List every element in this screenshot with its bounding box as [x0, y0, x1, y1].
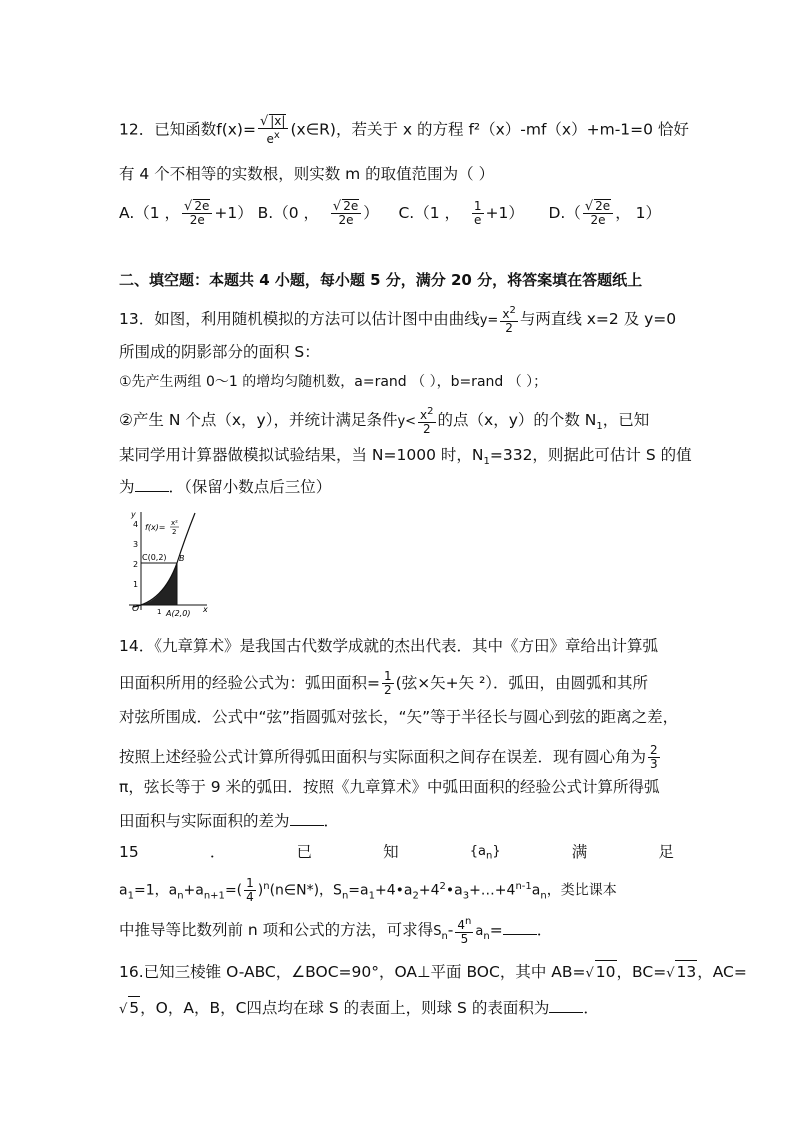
q12-line1 — [119, 114, 689, 146]
q12-line2: 有 4 个不相等的实数根，则实数 m 的取值范围为（ ） — [119, 165, 495, 183]
q13-graph — [119, 508, 211, 618]
q15-d: =( — [224, 882, 243, 899]
q15-line2: $a_1=1$，$a_n+a_{n+1}=$( $\frac{1}{4}$ )$^n$(n∈N*)，$S_n=a_1+4•a_2+4^2•a_3+\dots+4^{n-1}a_n$，类比课本 — [119, 876, 617, 905]
q15-w4: 知 — [383, 843, 399, 861]
q13-line3: ①先产生两组 0～1 的增均匀随机数，a=rand （ ），b=rand （ ）； — [119, 374, 548, 390]
opt-d-sqrt: 2e — [595, 199, 611, 213]
tick-y-2: 2 — [133, 560, 139, 569]
q16-r10: 10 — [595, 960, 617, 983]
q14-angle-num: 2 — [650, 743, 658, 757]
q13-n1-sub: 1 — [596, 421, 603, 433]
q13-line5 — [119, 444, 692, 473]
q14-angle-den: 3 — [650, 757, 658, 771]
q15-b: =1，a — [133, 882, 178, 899]
q15-minus: - — [447, 921, 454, 939]
q12-function-fraction: $\frac{√ |x|}{e^x}$ — [258, 114, 288, 146]
q15-an: a — [475, 924, 484, 939]
q15-h: +4•a — [374, 882, 413, 899]
q14-half-den: 2 — [384, 683, 392, 697]
q13-n1-sub-2: 1 — [483, 456, 490, 468]
o-label: O — [132, 604, 140, 614]
q14-half-num: 1 — [384, 669, 392, 683]
b-label: B — [179, 554, 185, 563]
opt-b-end: ） — [363, 203, 379, 222]
tick-y-3: 3 — [133, 540, 139, 549]
q15-f: (n∈N*)，S — [269, 882, 342, 899]
q14-line4 — [119, 744, 679, 771]
answer-blank[interactable] — [135, 477, 169, 492]
q15-end: ． — [536, 921, 553, 939]
q16-line1: 16.已知三棱锥 O-ABC，∠BOC=90°，OA⊥平面 BOC，其中 AB=√ 10，BC=√ 13，AC= — [119, 960, 679, 985]
q13-line1 — [119, 304, 679, 335]
func-num: x² — [171, 519, 178, 527]
q13-y-eq: y= — [479, 313, 499, 328]
opt-a-fraction: $\frac{√ 2e}{2e}$ — [182, 199, 212, 227]
q16-text1b: ，BC= — [616, 963, 667, 981]
q15-q-den: 4 — [246, 890, 254, 905]
q15-w6: 满 — [571, 843, 588, 861]
q14-line6 — [119, 810, 679, 832]
opt-b-fraction: $\frac{√ 2e}{2e}$ — [331, 199, 361, 227]
func-label: f(x)= — [145, 523, 166, 532]
q15-q-num: 1 — [246, 876, 254, 891]
q13-text5: 某同学用计算器做模拟试验结果，当 N=1000 时，N — [119, 446, 484, 464]
q14-text6a: 田面积与实际面积的差为 — [119, 812, 290, 830]
q15-seq-n: n — [486, 850, 493, 862]
q15-eq: = — [489, 921, 503, 939]
q12-option-b[interactable] — [257, 199, 379, 227]
answer-blank[interactable] — [290, 811, 324, 826]
q14-angle-fraction — [648, 744, 660, 771]
q15-seq-a: {a — [469, 844, 487, 859]
opt-d-end: ， 1） — [615, 203, 661, 222]
q13-text6b: ．（保留小数点后三位） — [168, 478, 332, 496]
q13-line6 — [119, 476, 679, 498]
q13-text4c: ，已知 — [602, 411, 650, 429]
q14-line1: 14．《九章算术》是我国古代数学成就的杰出代表．其中《方田》章给出计算弧 — [119, 637, 658, 655]
x-label: x — [203, 605, 208, 614]
y-label: y — [131, 510, 136, 519]
opt-c-label: C.（1 ， — [398, 203, 460, 222]
opt-d-fraction: $\frac{√ 2e}{2e}$ — [583, 199, 613, 227]
q14-line3: 对弦所围成．公式中“弦”指圆弧对弦长，“矢”等于半径长与圆心到弦的距离之差， — [119, 708, 679, 726]
q15-5: 5 — [460, 932, 469, 946]
q15-text3a: 中推导等比数列前 n 项和公式的方法，可求得 — [119, 921, 434, 939]
opt-a-label: A.（1 ， — [119, 203, 181, 222]
q13-text6a: 为 — [119, 478, 135, 496]
q13-y-lt: y< — [397, 414, 417, 429]
q16-r5: 5 — [128, 996, 140, 1019]
q12-domain: (x∈R) — [290, 120, 336, 139]
a-label: A(2,0) — [166, 609, 191, 618]
q13-x: x — [502, 307, 510, 321]
q15-sn: S — [433, 924, 442, 939]
q15-c: +a — [183, 882, 204, 899]
q13-line2: 所围成的阴影部分的面积 S： — [119, 343, 320, 361]
q13-line4 — [119, 405, 679, 438]
q16-text1a: 16.已知三棱锥 O-ABC，∠BOC=90°，OA⊥平面 BOC，其中 AB= — [119, 963, 586, 981]
tick-x-1: 1 — [157, 608, 162, 616]
q15-m: ，类比课本 — [546, 882, 617, 899]
opt-b-label: B.（0 ， — [257, 203, 320, 222]
tick-y-4: 4 — [133, 520, 139, 529]
q15-g: =a — [348, 882, 369, 899]
q14-line5: π，弦长等于 9 米的弧田．按照《九章算术》中弧田面积的经验公式计算所得弧 — [119, 778, 660, 796]
q12-exp-power: x — [273, 130, 280, 141]
opt-a-den: 2e — [189, 213, 205, 227]
opt-b-sqrt: 2e — [343, 199, 359, 213]
section-title: 二、填空题：本题共 4 小题，每小题 5 分，满分 20 分，将答案填在答题纸上 — [119, 271, 643, 289]
q16-text1c: ，AC= — [697, 963, 747, 981]
q12-option-d[interactable] — [548, 199, 662, 227]
q15-w2: ． — [209, 843, 226, 861]
q13-cond-fraction: $\frac{x^2}{2}$ — [420, 406, 434, 436]
q13-curve-fraction: $\frac{x^2}{2}$ — [502, 305, 516, 335]
q12-text1: ，若关于 x 的方程 f²（x）-mf（x）+m-1=0 恰好 — [335, 120, 689, 139]
opt-c-den: e — [473, 212, 482, 227]
c-label: C(0,2) — [142, 553, 167, 562]
opt-d-den: 2e — [590, 213, 606, 227]
answer-blank[interactable] — [503, 920, 537, 935]
q15-w3: 已 — [296, 843, 313, 861]
q13-text1: 13．如图，利用随机模拟的方法可以估计图中由曲线 — [119, 310, 480, 328]
q12-options — [119, 199, 679, 227]
q13-cond-two: 2 — [422, 422, 431, 436]
opt-c-fraction — [472, 200, 484, 227]
q15-line1 — [119, 841, 674, 868]
q12-option-c[interactable] — [398, 198, 524, 227]
q16-text2: ，O，A，B，C四点均在球 S 的表面上，则球 S 的表面积为 — [140, 999, 550, 1017]
q16-r13: 13 — [675, 960, 697, 983]
opt-c-end: +1） — [485, 203, 524, 222]
q12-exp-base: e — [266, 132, 274, 146]
opt-c-num: 1 — [473, 198, 482, 213]
q12-prefix: 12．已知函数 — [119, 120, 217, 139]
q15-a: a — [119, 882, 128, 899]
q15-w7: 足 — [658, 843, 674, 861]
q13-cond-x: x — [420, 408, 428, 422]
q13-two: 2 — [505, 321, 513, 335]
q14-text2a: 田面积所用的经验公式为：弧田面积= — [119, 674, 380, 692]
q15-e: ) — [257, 882, 264, 899]
q12-fx: f(x)= — [216, 120, 256, 139]
q15-i: +4 — [418, 882, 440, 899]
q14-half-fraction — [382, 670, 394, 697]
q16-line2: √ 5，O，A，B，C四点均在球 S 的表面上，则球 S 的表面积为 ． — [119, 996, 679, 1021]
q13-text4a: ②产生 N 个点（x，y），并统计满足条件 — [119, 411, 398, 429]
q14-text4a: 按照上述经验公式计算所得弧田面积与实际面积之间存在误差．现有圆心角为 — [119, 748, 647, 766]
q12-option-a[interactable] — [119, 199, 253, 227]
tick-y-1: 1 — [133, 580, 139, 589]
q15-w1: 15 — [119, 843, 139, 861]
q15-seq — [470, 841, 501, 868]
opt-a-end: +1） — [214, 203, 253, 222]
q15-4n5-fraction: $\frac{4^n}{5}$ — [457, 916, 472, 946]
opt-b-den: 2e — [338, 213, 354, 227]
q15-seq-close: } — [492, 844, 501, 859]
q15-4: 4 — [457, 918, 466, 932]
q15-quarter-fraction — [244, 877, 256, 904]
q14-text6b: ． — [323, 812, 340, 830]
q14-line2 — [119, 670, 679, 697]
q12-sqrt-inner: |x| — [270, 114, 286, 128]
opt-d-label: D.（ — [548, 203, 581, 222]
q14-text2b: (弦×矢+矢 ²）．弧田，由圆弧和其所 — [395, 674, 649, 692]
q16-end: ． — [583, 999, 599, 1017]
opt-a-sqrt: 2e — [194, 199, 210, 213]
answer-blank[interactable] — [549, 998, 583, 1013]
q13-text1b: 与两直线 x=2 及 y=0 — [519, 310, 677, 328]
q13-text4b: 的点（x，y）的个数 N — [437, 411, 597, 429]
q15-j: •a — [445, 882, 463, 899]
q15-line3: 中推导等比数列前 n 项和公式的方法，可求得$S_n-$ $\frac{4^n}{5}$ $a_n=$ ． — [119, 916, 553, 946]
q13-text5b: =332，则据此可估计 S 的值 — [489, 446, 692, 464]
shaded-region — [141, 563, 177, 605]
q15-l: a — [531, 882, 541, 899]
q15-k: +…+4 — [469, 882, 516, 899]
func-den: 2 — [172, 528, 177, 536]
